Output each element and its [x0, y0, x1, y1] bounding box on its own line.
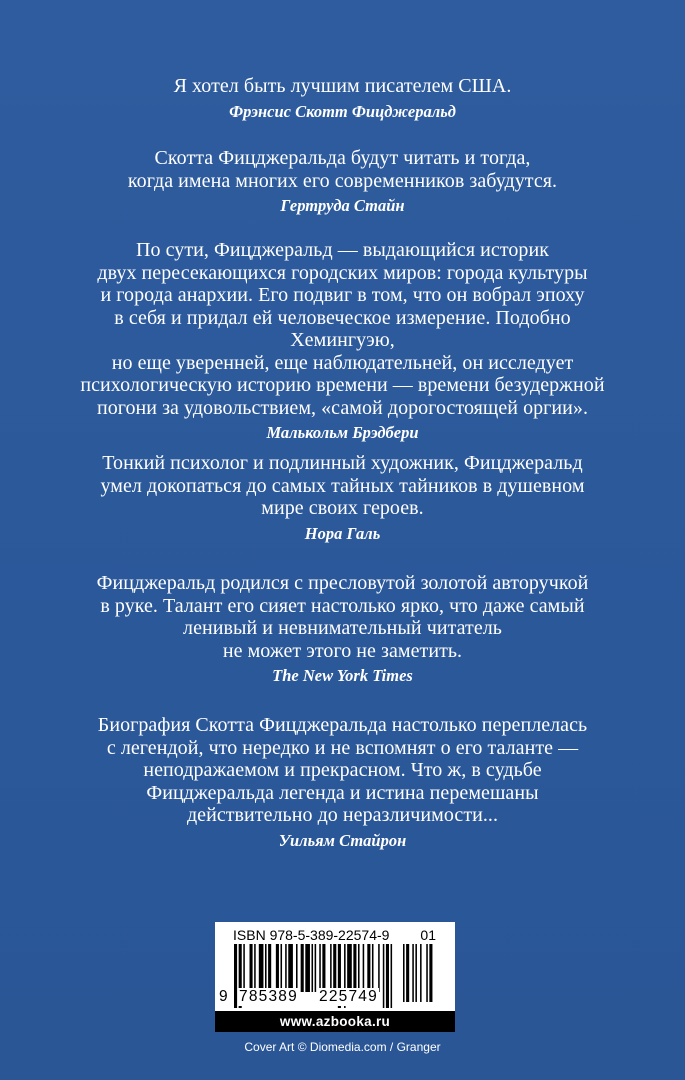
barcode-bar [305, 944, 310, 992]
quote-text: Биография Скотта Фицджеральда настолько переплелась с легендой, что нередко и не вспомнят о его таланте — неподражаемом и прекрасном. Что ж, в судьбе Фицджеральда легенда и истина перемешаны действительно до неразличимости... [97, 714, 588, 826]
ean-left-group: 785389 [239, 988, 298, 1005]
barcode-bar [312, 944, 314, 992]
quote-text: Фицджеральд родился с пресловутой золотой авторучкой в руке. Талант его сияет настолько ярко, что даже самый ленивый и невнимательный читатель не может этого не заметить. [96, 572, 589, 662]
isbn-line [233, 927, 448, 943]
barcode-bar [301, 944, 304, 992]
barcode-bar [367, 944, 370, 992]
ean-right-group: 225749 [319, 988, 378, 1005]
quote-block-4 [60, 452, 625, 544]
barcode-bar [330, 944, 332, 992]
quote-block-5 [60, 572, 625, 686]
barcode-bar [268, 944, 271, 992]
barcode-bar [288, 944, 293, 992]
quote-text: Тонкий психолог и подлинный художник, Фицджеральд умел докопаться до самых тайных тайников в душевном мире своих героев. [100, 452, 585, 519]
barcode-bar [243, 944, 245, 992]
quote-author: Фрэнсис Скотт Фицджеральд [229, 101, 456, 121]
barcode-bar [259, 944, 264, 992]
isbn-addon: 01 [420, 927, 436, 943]
quote-author: The New York Times [272, 666, 413, 685]
publisher-website: www.azbooka.ru [215, 1011, 455, 1032]
barcode-bar [322, 944, 325, 992]
barcode-bar [315, 944, 317, 992]
ean-digits [219, 988, 451, 1008]
quote-text: Скотта Фицджеральда будут читать и тогда, когда имена многих его современников забудутся. [127, 147, 558, 192]
quote-author: Нора Галь [304, 523, 381, 543]
barcode-bar [372, 944, 374, 992]
quote-block-1 [60, 75, 625, 122]
barcode-bar [319, 944, 321, 992]
barcode-bar [265, 944, 267, 992]
quote-author: Гертруда Стайн [280, 196, 405, 215]
cover-art-credit: Cover Art © Diomedia.com / Granger [244, 1040, 441, 1054]
barcode-bar [333, 944, 336, 992]
barcode-bar [347, 944, 352, 992]
barcode-bar [358, 944, 360, 992]
isbn-label: ISBN 978-5-389-22574-9 [233, 927, 390, 943]
barcode-bar [281, 944, 283, 992]
quote-author: Малькольм Брэдбери [266, 423, 419, 442]
barcode-bar [276, 944, 279, 992]
barcode-bar [296, 944, 298, 992]
barcode-bar [378, 944, 380, 992]
barcode-bar [363, 944, 365, 992]
barcode-panel [215, 922, 455, 1032]
quote-block-2 [60, 147, 625, 216]
quote-author: Уильям Стайрон [278, 830, 407, 850]
quote-text: Я хотел быть лучшим писателем США. [173, 75, 512, 97]
barcode-bar [250, 944, 253, 992]
barcode-bar [285, 944, 287, 992]
quote-text: По сути, Фицджеральд — выдающийся историк двух пересекающихся городских миров: города культуры и города анархии. Его подвиг в том, что он вобрал эпоху в себя и придал ей человеческое измерение. Подобно Хемингуэю, но еще уверенней, еще наблюдательней, он исследует психологическую историю времени — времени безудержной погони за удовольствием, «самой дорогостоящей оргии». [80, 239, 605, 419]
barcode-bar [254, 944, 256, 992]
ean-first-digit: 9 [219, 988, 228, 1005]
quote-block-3 [60, 239, 625, 443]
barcode-bar [353, 944, 356, 992]
quote-block-6 [60, 714, 625, 851]
